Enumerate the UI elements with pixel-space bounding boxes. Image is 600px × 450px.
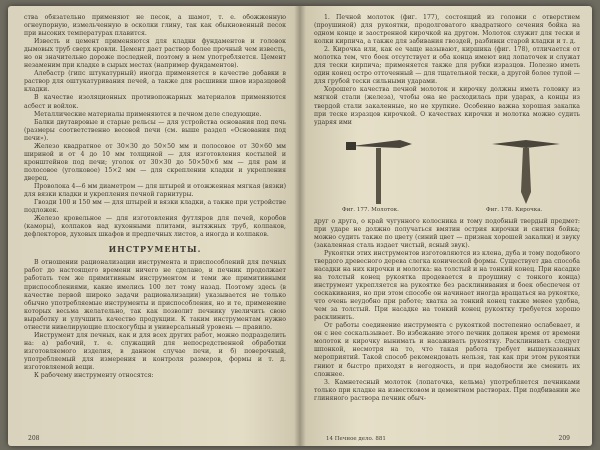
paragraph: К рабочему инструменту относятся: [34, 372, 154, 380]
paragraph: ства обязательно применяют не песок, а шамот, т. е. обожженную огнеупорную, измельченную в осколки глину, так как обыкновенный песок при высоких температурах плавится. [24, 14, 286, 38]
pick-illustration [486, 132, 566, 206]
paragraph: В отношении рационализации инструмента и приспособлений для печных работ до настоящего времени ничего не сделано, и печник продолжает работать тем же примитивным инструментом и теми же примитивными приспособлениями, какие имелись 100 лет тому назад. Поэтому здесь (в качестве первой широко задачи рационализации) указывается не только обычно употребляемые инструменты и приспособления, но и те, применение которых весьма желательно, так как позволит печнику увеличить свою выработку и улучшить качество продукции. К таким инструментам нужно отнести нивелирующие плоскогубцы и универсальный уровень — правило. [24, 259, 286, 331]
paragraph: Железо кровельное — для изготовления футляров для печей, коробов (каморы), колпаков над кухонными плитами, вытяжных труб, колпаков, дефлекторов, духовых шкафов и предпечных листов, а иногда и колпаков. [24, 215, 286, 239]
left-paragraphs-top [24, 14, 286, 239]
right-page-number: 209 [558, 435, 570, 442]
paragraph: Проволока 4—6 мм диаметром — для штырей и отожженная мягкая (вязки) для вязки кладки и укрепления печной гарнитуры. [24, 182, 286, 199]
open-book [8, 6, 592, 446]
right-page [314, 14, 580, 438]
paragraph: Гвозди 100 и 150 мм — для штырей и вязки кладки, а также при устройстве подложек. [24, 199, 286, 215]
paragraph: Известь и цемент применяются для кладки фундаментов и головок дымовых труб сверх кровли. Цемент дает раствор более прочный чем известь, но он значительно дороже последней, поэтому в нем употребляется. Цемент незаменим при кладке в сырых местах (например фундаментов). [24, 38, 286, 70]
left-page [24, 14, 286, 438]
left-paragraphs-bottom [24, 259, 286, 380]
paragraph: Балки двутавровые и старые рельсы — для устройства основания под печь (размеры соответственно весовой печи (см. выше раздел «Основания под печи»). [24, 118, 286, 142]
paragraph: 3. Камнетесный молоток (лопаточка, кельма) употребляется печниками только при кладке на известковом и цементном растворах. При подбивании же глиняного раствора печник обыч- [314, 378, 580, 402]
hammer-illustration [342, 132, 422, 206]
paragraph: Хорошего качества печной молоток и кирочку должны иметь головку из мягкой стали (железа), чтобы она не расходилась при ударах, а концы из твердой стали закаленные, но не хрупкие. Особенно важна хорошая закалка при теске изразцов кирочкой. О качествах кирочки и молотка можно судить ударяя ими [314, 86, 580, 126]
paragraph: Алебастр (гипс штукатурный) иногда применяется в качестве добавки в раствор для оштукатуривания печей, а также для расшивки швов изразцовой кладки. [24, 70, 286, 94]
paragraph: 1. Печной молоток (фиг. 177), состоящий из головки с отверстием (проушиной) для рукоятки, продолговатого квадратного сечения бойка на одном конце и заостренной кирочкой на другом. Молоток служит для тески и колки кирпича, а также для забивания гвоздей, разбивки старой кладки и т. д. [314, 14, 580, 46]
left-page-number: 208 [28, 435, 40, 442]
paragraph: В качестве изоляционных противопожарных материалов применяются асбест и войлок. [24, 94, 286, 110]
paragraph: От работы соединение инструмента с рукояткой постепенно ослабевает, и он с нее соскальзывает. Во избежание этого печник должен время от времени молоток и кирочку вынимать и насаживать рукоятку. Расклинивать следует шпонкой, несмотря на то, что такая работа требует вышеуказанных мероприятий. Такой способ рекомендовать нельзя, так как при этом рукоятки гниют и быстро приходят в негодность, и при надобности же сменить их сложнее. [314, 322, 580, 378]
paragraph: Металлические материалы применяются в печном деле следующие. [34, 110, 262, 118]
paragraph: Рукоятки этих инструментов изготовляются из клена, дуба и тому подобного твердого древесного дерева слегка конической формы. Существует два способа насадки на них кирочки и молотка: на толстый и на тонкий конец. При насадке на толстый конец рукоятка продевается в проушину с тонкого конца) инструмент укрепляется на рукоятке без расклинивания и боек обеспечен от соскакивания, но при этом способе он начинает иногда вращаться на рукоятке, что очень неудобно при работе; хватка за тонкий конец также менее удобна, чем за толстый. При насадке на тонкий конец рукоятку требуется хорошо расклинить. [314, 249, 580, 322]
right-paragraphs-bottom [314, 218, 580, 403]
figures-row [314, 130, 580, 216]
figure-caption: Фиг. 177. Молоток. [342, 206, 399, 213]
paragraph: Железо квадратное от 30×30 до 50×50 мм и полосовое от 30×60 мм шириной и от 4 до 10 мм толщиной — для изготовления костылей и кронштейнов под печи; уголок от 30×30 до 50×50×6 мм — для рам и полосовое (уголковое) 15×2 мм — для скреплении кладки и укрепления дверец. [24, 142, 286, 182]
signature-mark: 14 Печное дело. 881 [326, 436, 386, 442]
paragraph: Инструмент для печных, как и для всех других работ, можно подразделить на: а) рабочий, т. е. служащий для непосредственной обработки изготовляемого изделия, в данном случае печи, и б) поверочный, употребляемый для измерения и контроля размеров, формы и т. д. изготовляемой вещи. [24, 331, 286, 371]
paragraph: 2. Кирочка или, как ее чаще называют, киршика (фиг. 178), отличается от молотка тем, что боек отсутствует и оба конца имеют вид лопаточек и служат для тески кирпича; применяется также для рубки изразцов. Полезно иметь один конец остро отточенный — для тщательной тески, а другой более тупой — для грубой тески сильными ударами. [314, 46, 580, 86]
section-heading: ИНСТРУМЕНТЫ. [108, 244, 202, 255]
right-paragraphs-top [314, 14, 580, 127]
paragraph: друг о друга, о край чугунного колосника и тому подобный твердый предмет: при ударе не должно получаться вмятин острия кирочки и снятия бойка; можно судить также по цвету (синий цвет — признак хорошей закалки) и звуку (закаленная сталь издает чистый, ясный звук). [314, 217, 580, 249]
figure-caption: Фиг. 178. Кирочка. [486, 206, 543, 213]
